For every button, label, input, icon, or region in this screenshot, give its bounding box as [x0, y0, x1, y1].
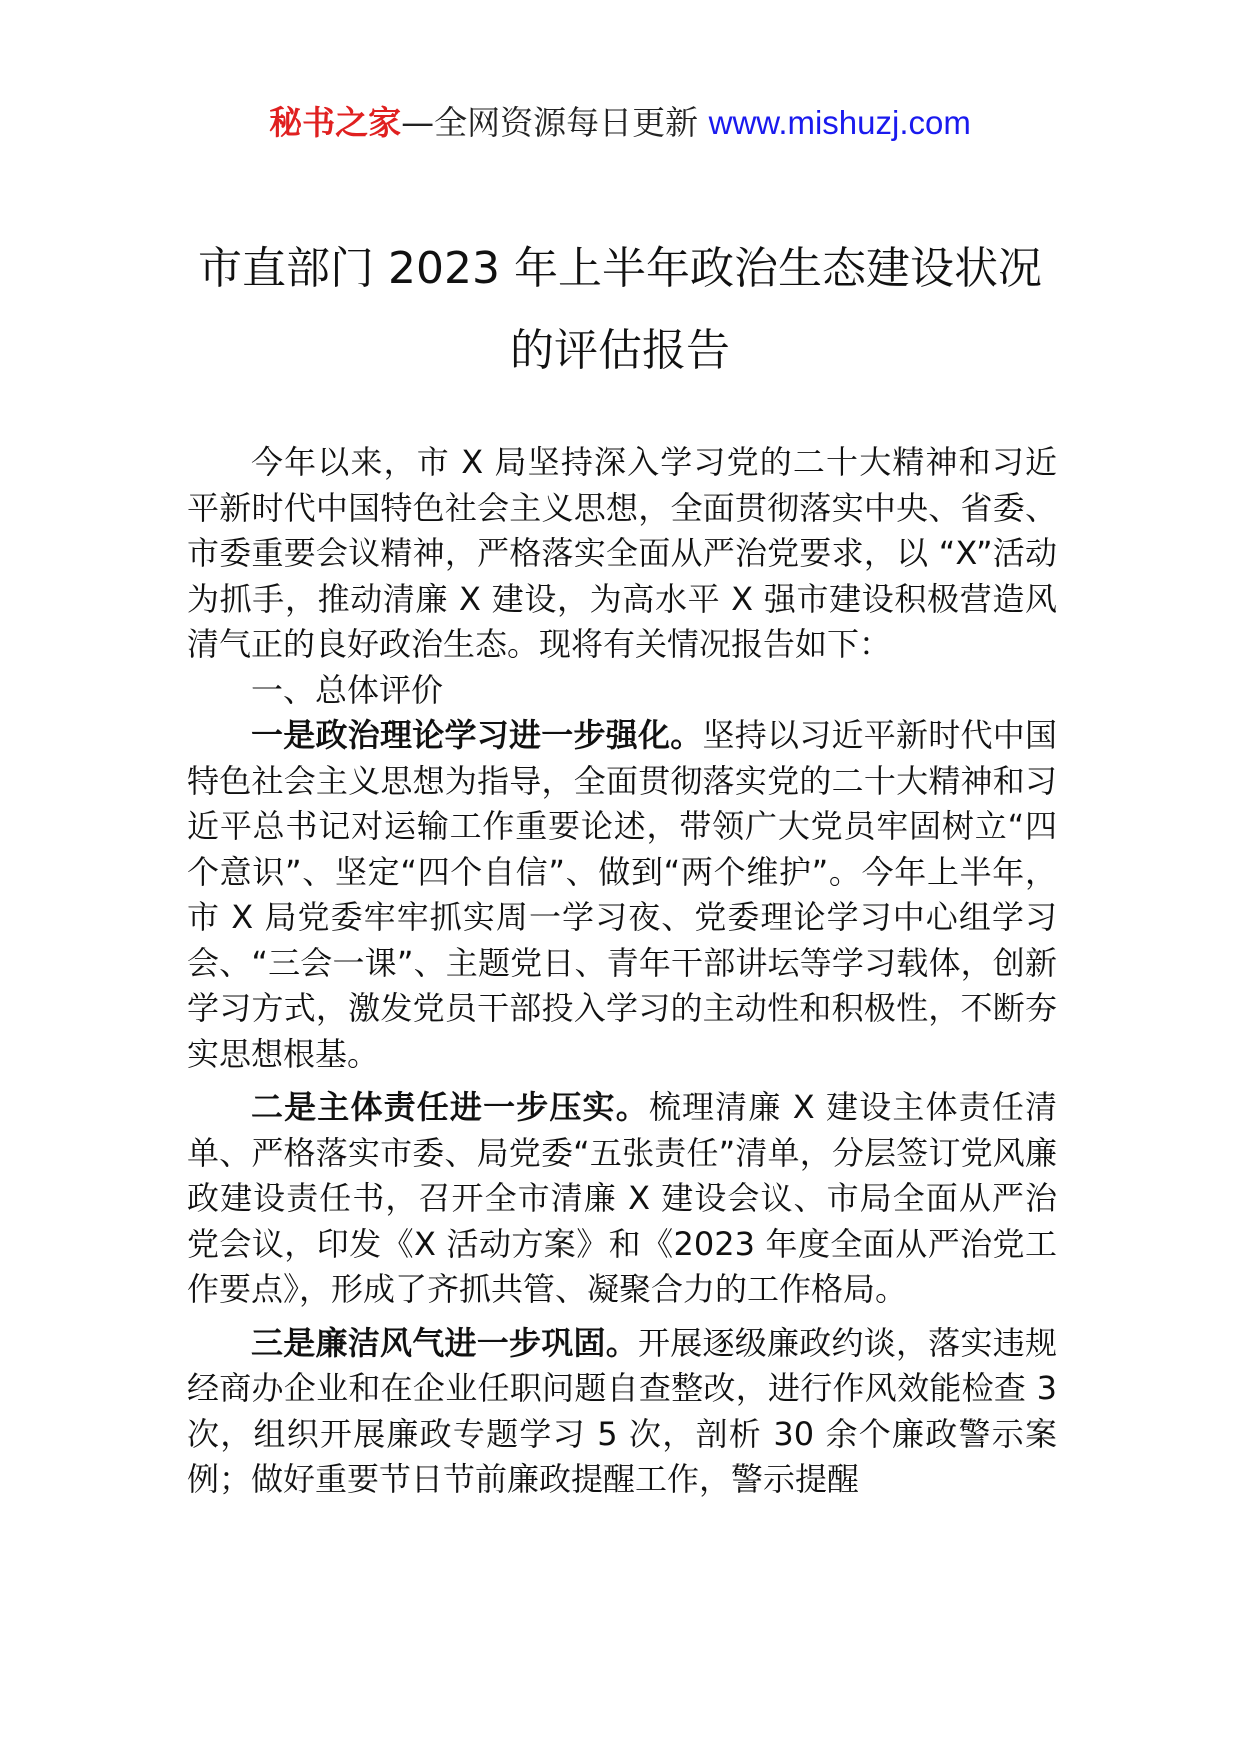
site-brand: 秘书之家	[269, 103, 402, 142]
paragraph-3-text: 开展逐级廉政约谈，落实违规经商办企业和在企业任职问题自查整改，进行作风效能检查 3 次，组织开展廉政专题学习 5 次，剖析 30 余个廉政警示案例；做好重要节日节前廉政提醒工作，警示提醒	[187, 1323, 1057, 1498]
title-line-1: 市直部门 2023 年上半年政治生态建设状况	[198, 243, 1042, 294]
title-line-2: 的评估报告	[510, 325, 730, 376]
paragraph-2-lead: 二是主体责任进一步压实。	[251, 1088, 649, 1126]
site-banner	[0, 98, 1240, 148]
paragraph-1-text: 坚持以习近平新时代中国特色社会主义思想为指导，全面贯彻落实党的二十大精神和习近平总书记对运输工作重要论述，带领广大党员牢固树立“四个意识”、坚定“四个自信”、做到“两个维护”。今年上半年，市 X 局党委牢牢抓实周一学习夜、党委理论学习中心组学习会、“三会一课”、主题党日、青年干部讲坛等学习载体，创新学习方式，激发党员干部投入学习的主动性和积极性，不断夯实思想根基。	[187, 716, 1057, 1073]
site-url-link[interactable]: www.mishuzj.com	[708, 104, 971, 141]
document-title	[150, 228, 1090, 392]
paragraph-3-lead: 三是廉洁风气进一步巩固。	[251, 1323, 638, 1362]
section-heading: 一、总体评价	[251, 670, 444, 709]
site-tagline: —全网资源每日更新	[401, 103, 699, 142]
intro-paragraph: 今年以来，市 X 局坚持深入学习党的二十大精神和习近平新时代中国特色社会主义思想，全面贯彻落实中央、省委、市委重要会议精神，严格落实全面从严治党要求，以 “X”活动为抓手，推动清廉 X 建设，为高水平 X 强市建设积极营造风清气正的良好政治生态。现将有关情况报告如下：	[187, 443, 1057, 663]
paragraph-3	[187, 1321, 1057, 1503]
paragraph-1	[187, 713, 1057, 1077]
document-body	[187, 440, 1057, 1503]
paragraph-1-lead: 一是政治理论学习进一步强化。	[251, 716, 703, 754]
paragraph-2-text: 梳理清廉 X 建设主体责任清单、严格落实市委、局党委“五张责任”清单，分层签订党风廉政建设责任书，召开全市清廉 X 建设会议、市局全面从严治党会议，印发《X 活动方案》和《2023 年度全面从严治党工作要点》，形成了齐抓共管、凝聚合力的工作格局。	[187, 1088, 1057, 1308]
paragraph-2	[187, 1085, 1057, 1313]
